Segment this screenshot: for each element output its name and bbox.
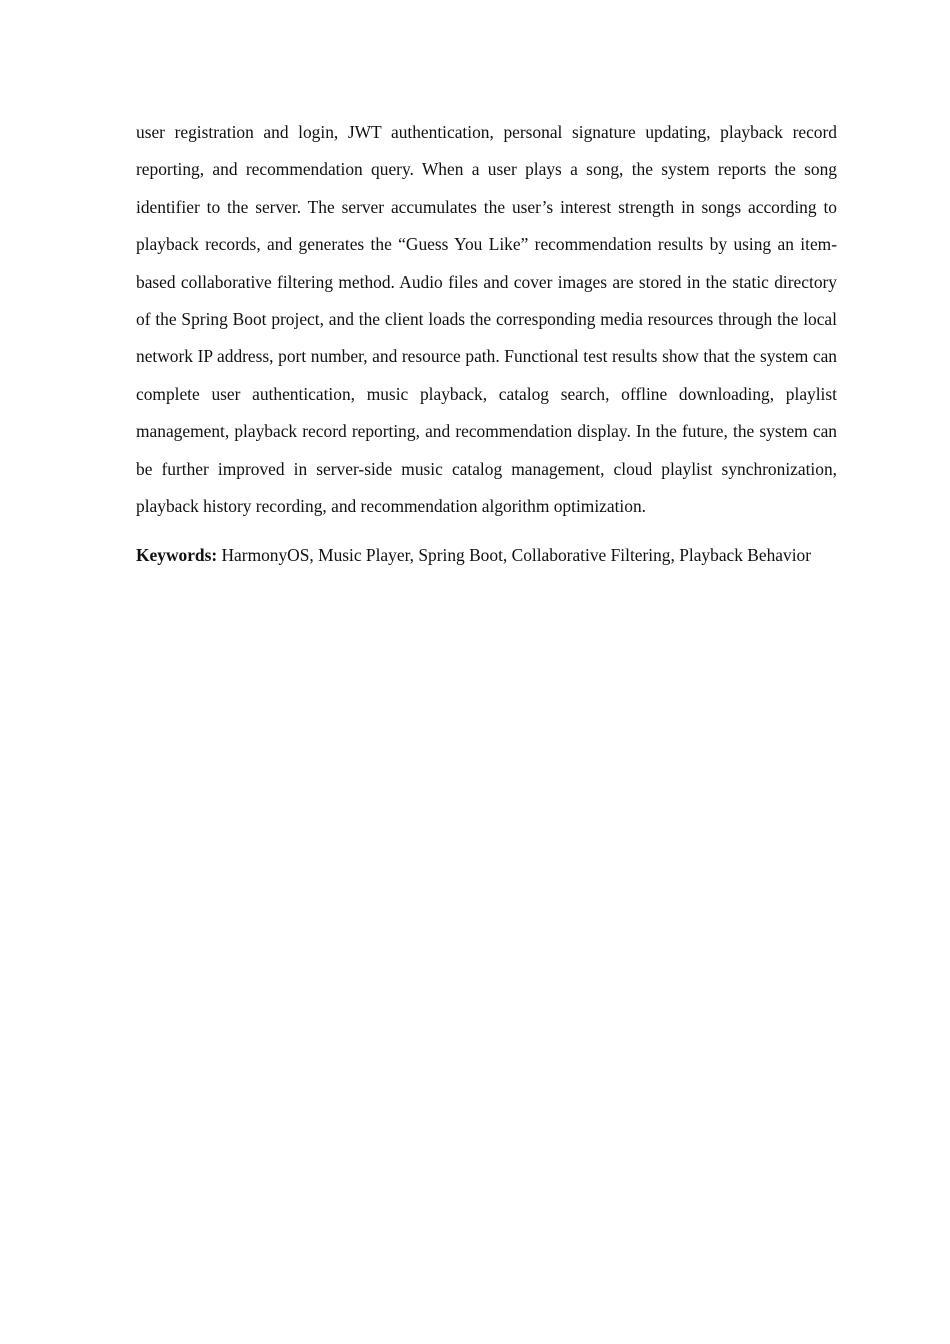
keywords-label: Keywords: bbox=[136, 545, 222, 566]
keywords-line bbox=[136, 537, 837, 574]
keywords-text: HarmonyOS, Music Player, Spring Boot, Collaborative Filtering, Playback Behavior bbox=[221, 545, 812, 566]
document-page bbox=[136, 114, 837, 575]
abstract-paragraph: user registration and login, JWT authentication, personal signature updating, playback record reporting, and recommendation query. When a user plays a song, the system reports the song identifier to the server. The server accumulates the user’s interest strength in songs according to playback records, and generates the “Guess You Like” recommendation results by using an item-based collaborative filtering method. Audio files and cover images are stored in the static directory of the Spring Boot project, and the client loads the corresponding media resources through the local network IP address, port number, and resource path. Functional test results show that the system can complete user authentication, music playback, catalog search, offline downloading, playlist management, playback record reporting, and recommendation display. In the future, the system can be further improved in server-side music catalog management, cloud playlist synchronization, playback history recording, and recommendation algorithm optimization. bbox=[136, 122, 837, 517]
